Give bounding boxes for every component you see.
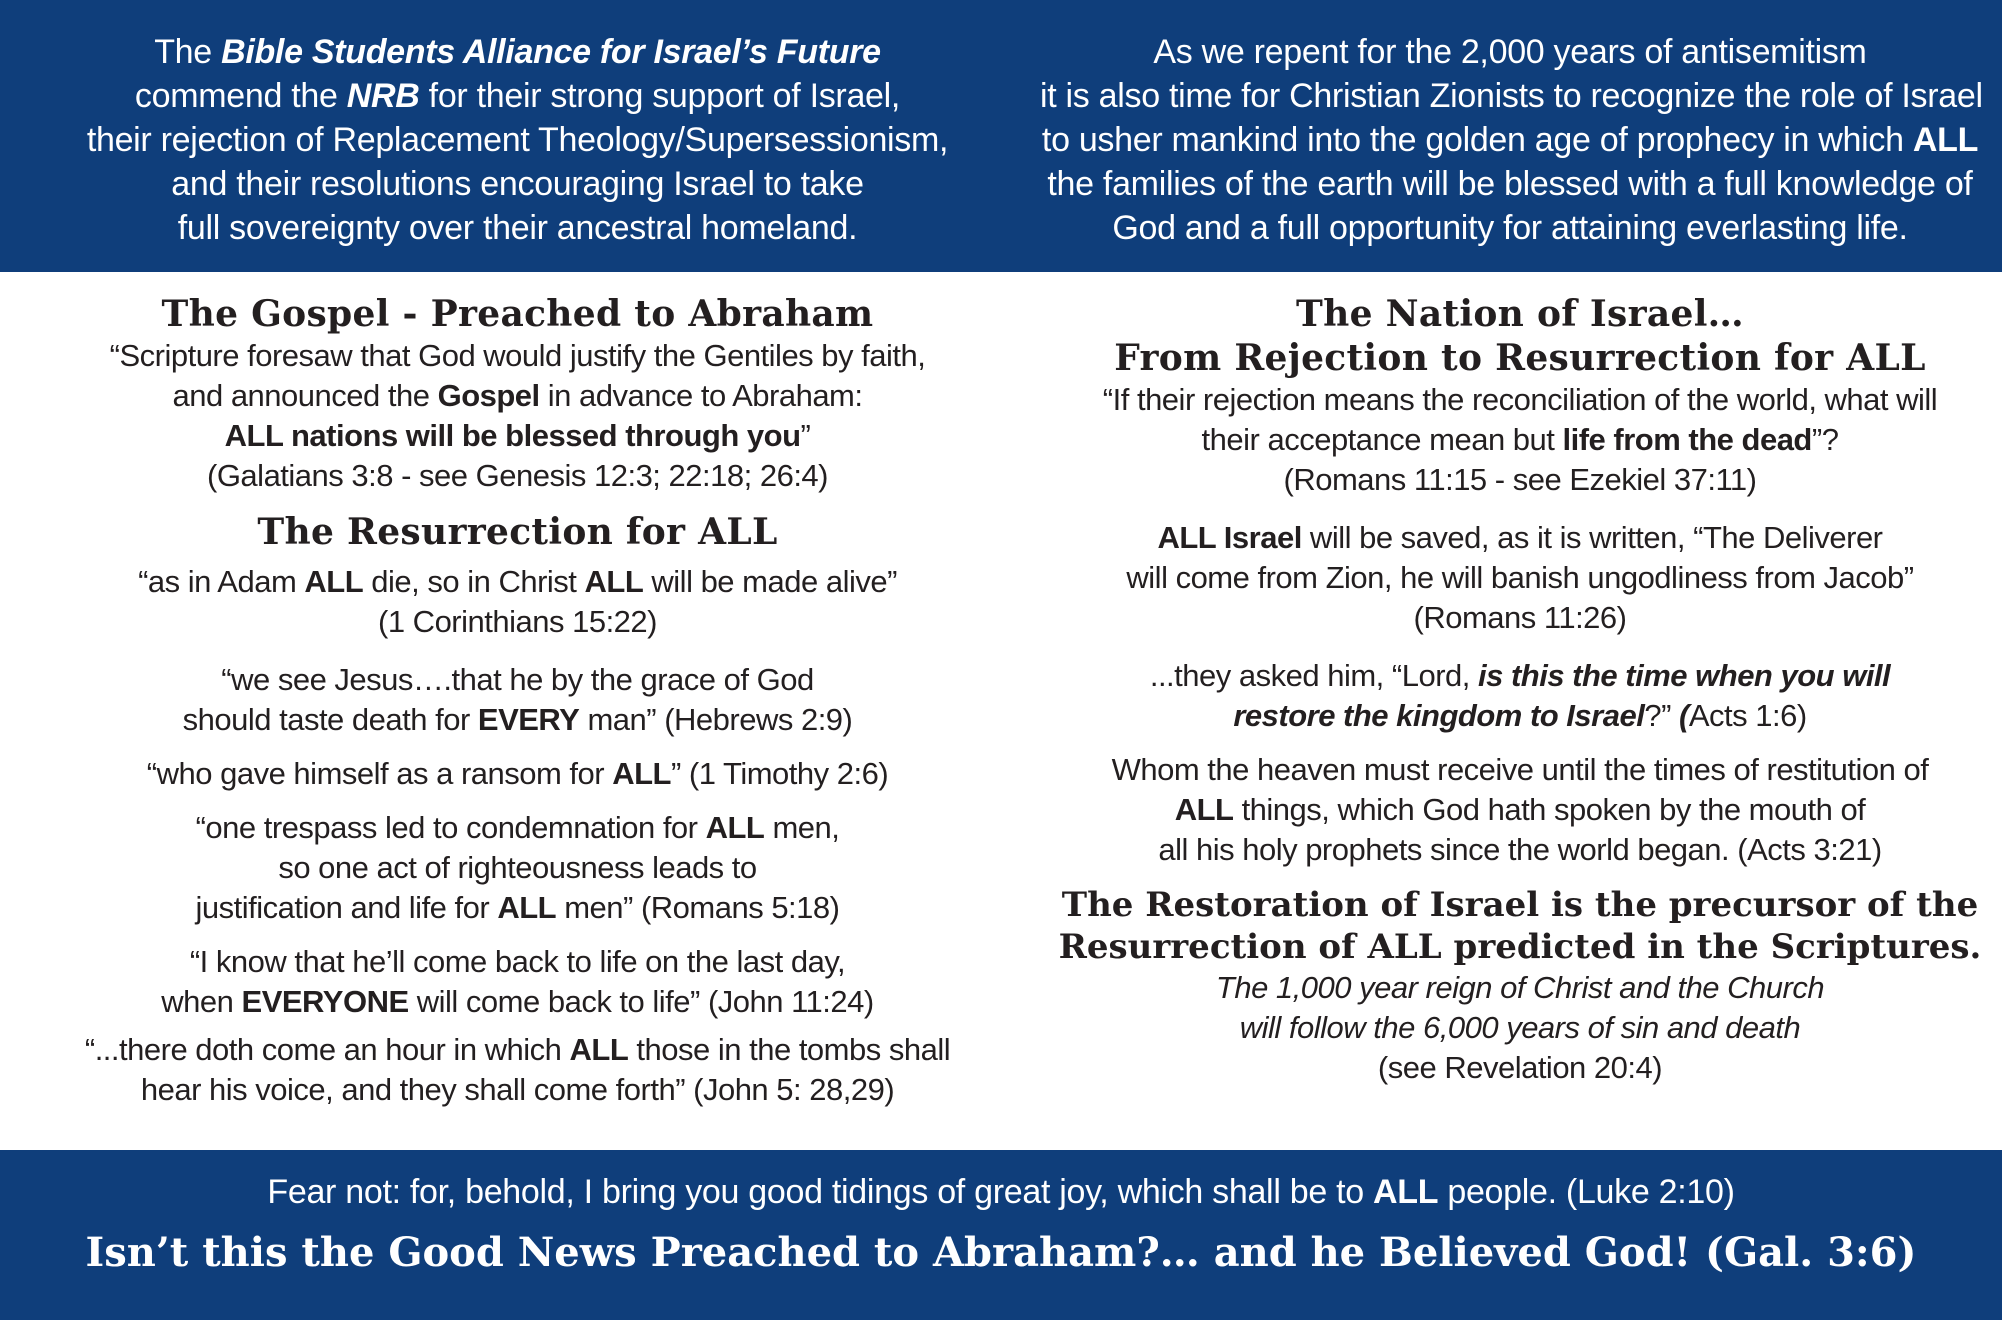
quote-reference: (Romans 11:26)	[1413, 600, 1627, 635]
restoration-heading: Resurrection of ALL predicted in the Scriptures.	[1058, 927, 1982, 967]
statement-line: it is also time for Christian Zionists to recognize the role of Israel	[1040, 77, 1983, 115]
quote-line: their acceptance mean but life from the dead”?	[1201, 422, 1839, 457]
statement-line: God and a full opportunity for attaining everlasting life.	[1112, 209, 1908, 247]
quote-line: Whom the heaven must receive until the times of restitution of	[1111, 752, 1929, 787]
quote-line: will come from Zion, he will banish ungodliness from Jacob”	[1126, 560, 1914, 595]
quote-line: “as in Adam ALL die, so in Christ ALL will be made alive”	[138, 564, 897, 599]
left-column	[20, 292, 1015, 1110]
reign-line: The 1,000 year reign of Christ and the Church	[1215, 970, 1825, 1005]
statement-line: commend the NRB for their strong support of Israel,	[134, 77, 901, 115]
quote-reference: (1 Corinthians 15:22)	[378, 604, 657, 639]
statement-line: their rejection of Replacement Theology/Supersessionism,	[86, 121, 949, 159]
quote-line: “I know that he’ll come back to life on the last day,	[189, 944, 846, 979]
repentance-statement	[1040, 30, 1983, 250]
gospel-heading: The Gospel - Preached to Abraham	[161, 293, 874, 335]
bottom-banner	[0, 1150, 2002, 1320]
quote-line: ...they asked him, “Lord, is this the time when you will	[1149, 658, 1891, 693]
nation-heading: The Nation of Israel…	[1296, 293, 1744, 335]
statement-line: As we repent for the 2,000 years of antisemitism	[1153, 33, 1867, 71]
quote-line: restore the kingdom to Israel?” (Acts 1:6)	[1233, 698, 1807, 733]
quote-line: “we see Jesus….that he by the grace of God	[221, 662, 814, 697]
quote-line: ALL things, which God hath spoken by the mouth of	[1174, 792, 1866, 827]
statement-line: The Bible Students Alliance for Israel’s Future	[154, 33, 881, 71]
statement-line: the families of the earth will be blessed with a full knowledge of	[1047, 165, 1973, 203]
gospel-line: “Scripture foresaw that God would justify the Gentiles by faith,	[109, 338, 926, 373]
quote-reference: (see Revelation 20:4)	[1377, 1050, 1663, 1085]
quote-reference: (Romans 11:15 - see Ezekiel 37:11)	[1283, 462, 1757, 497]
gospel-reference: (Galatians 3:8 - see Genesis 12:3; 22:18; 26:4)	[207, 458, 828, 493]
quote-line: ALL Israel will be saved, as it is written, “The Deliverer	[1157, 520, 1883, 555]
quote-line: all his holy prophets since the world began. (Acts 3:21)	[1158, 832, 1882, 867]
quote-line: “...there doth come an hour in which ALL those in the tombs shall	[84, 1032, 951, 1067]
gospel-line: and announced the Gospel in advance to Abraham:	[172, 378, 863, 413]
quote-line: so one act of righteousness leads to	[278, 850, 757, 885]
alliance-statement	[40, 30, 995, 250]
alliance-name: Bible Students Alliance for Israel’s Future	[221, 33, 881, 71]
statement-line: full sovereignty over their ancestral homeland.	[177, 209, 858, 247]
nation-heading: From Rejection to Resurrection for ALL	[1114, 337, 1926, 379]
quote-line: when EVERYONE will come back to life” (John 11:24)	[161, 984, 874, 1019]
quote-line: should taste death for EVERY man” (Hebrews 2:9)	[182, 702, 853, 737]
top-banner	[0, 0, 2002, 272]
resurrection-heading: The Resurrection for ALL	[257, 511, 778, 553]
statement-line: and their resolutions encouraging Israel to take	[171, 165, 864, 203]
quote-line: “one trespass led to condemnation for ALL men,	[195, 810, 840, 845]
quote-line: hear his voice, and they shall come forth” (John 5: 28,29)	[140, 1072, 895, 1107]
luke-verse: Fear not: for, behold, I bring you good tidings of great joy, which shall be to ALL people. (Luke 2:10)	[267, 1173, 1735, 1211]
quote-line: justification and life for ALL men” (Romans 5:18)	[195, 890, 840, 925]
quote-line: “If their rejection means the reconciliation of the world, what will	[1102, 382, 1938, 417]
statement-line: to usher mankind into the golden age of prophecy in which ALL	[1041, 121, 1979, 159]
restoration-heading: The Restoration of Israel is the precursor of the	[1061, 885, 1979, 925]
gospel-line: ALL nations will be blessed through you”	[224, 418, 811, 453]
nrb-name: NRB	[346, 77, 420, 115]
quote-line: “who gave himself as a ransom for ALL” (1 Timothy 2:6)	[146, 756, 889, 791]
reign-line: will follow the 6,000 years of sin and death	[1239, 1010, 1801, 1045]
closing-tagline: Isn’t this the Good News Preached to Abraham?… and he Believed God! (Gal. 3:6)	[85, 1229, 1917, 1276]
right-column	[1050, 292, 1990, 1088]
